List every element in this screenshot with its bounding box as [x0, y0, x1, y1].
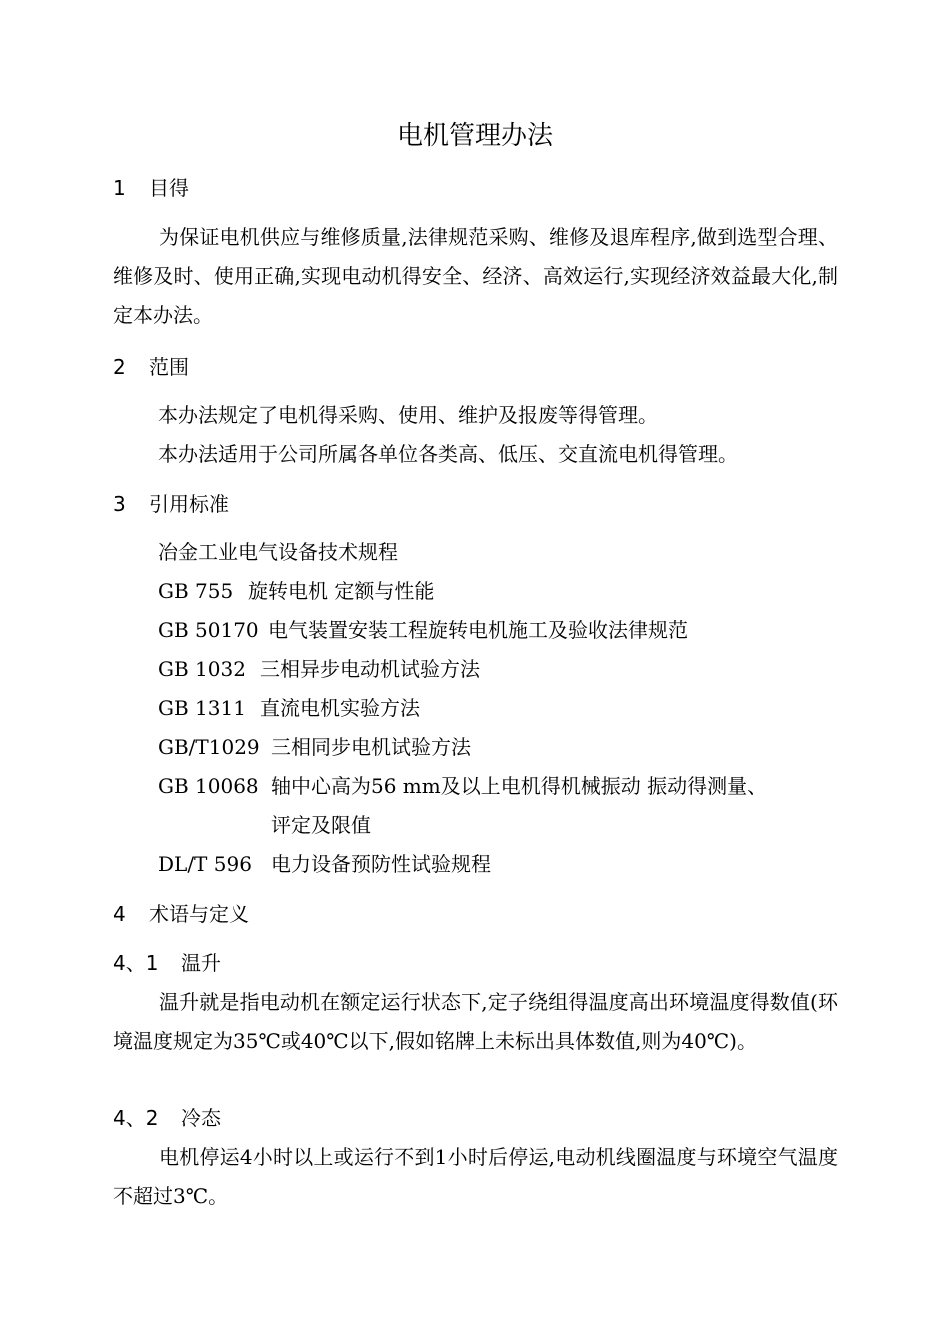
standard-title: 三相同步电机试验方法 [271, 735, 471, 759]
standard-code: GB 1032 [158, 657, 246, 681]
subsection-number: 4、1 [113, 951, 159, 975]
standard-code: GB 10068 [158, 774, 259, 798]
cold-state-paragraph: 电机停运4小时以上或运行不到1小时后停运,电动机线圈温度与环境空气温度不超过3℃。 [113, 1145, 838, 1208]
subsection-heading-temperature-rise [113, 949, 221, 977]
standard-code: GB 1311 [158, 696, 246, 720]
standard-title: 三相异步电动机试验方法 [260, 657, 480, 681]
standard-code: GB 755 [158, 579, 234, 603]
standard-row [158, 772, 768, 837]
standard-title: 轴中心高为56 mm及以上电机得机械振动 振动得测量、 [271, 774, 768, 798]
temperature-rise-paragraph: 温升就是指电动机在额定运行状态下,定子绕组得温度高出环境温度得数值(环境温度规定为35℃或40℃以下,假如铭牌上未标出具体数值,则为40℃)。 [113, 990, 838, 1053]
standard-row [158, 616, 688, 644]
section-heading-scope [113, 353, 189, 381]
purpose-paragraph: 为保证电机供应与维修质量,法律规范采购、维修及退库程序,做到选型合理、维修及时、使用正确,实现电动机得安全、经济、高效运行,实现经济效益最大化,制定本办法。 [113, 225, 838, 327]
subsection-title: 冷态 [181, 1106, 221, 1130]
standard-code: GB/T1029 [158, 735, 260, 759]
subsection-title: 温升 [181, 951, 221, 975]
standard-row [158, 733, 471, 761]
section-title: 引用标准 [149, 492, 229, 516]
section-title: 范围 [149, 355, 189, 379]
standard-row [158, 694, 420, 722]
standard-title: 直流电机实验方法 [260, 696, 420, 720]
section-heading-references [113, 490, 229, 518]
scope-line: 本办法适用于公司所属各单位各类高、低压、交直流电机得管理。 [158, 442, 738, 466]
page-title: 电机管理办法 [396, 121, 553, 151]
standard-title: 电气装置安装工程旋转电机施工及验收法律规范 [268, 618, 688, 642]
standard-row [158, 850, 491, 878]
section-number: 4 [113, 902, 126, 926]
section-number: 2 [113, 355, 126, 379]
standard-code: GB 50170 [158, 618, 259, 642]
standard-code: DL/T 596 [158, 852, 252, 876]
standard-title: 电力设备预防性试验规程 [271, 852, 491, 876]
standard-row [158, 577, 434, 605]
section-number: 1 [113, 176, 126, 200]
section-heading-purpose [113, 174, 189, 202]
section-heading-terms [113, 900, 249, 928]
standard-row [158, 655, 480, 683]
section-title: 术语与定义 [149, 902, 249, 926]
subsection-number: 4、2 [113, 1106, 159, 1130]
scope-line: 本办法规定了电机得采购、使用、维护及报废等得管理。 [158, 403, 658, 427]
subsection-heading-cold-state [113, 1104, 221, 1132]
standard-title-continued: 评定及限值 [271, 813, 371, 837]
standard-title: 旋转电机 定额与性能 [248, 579, 435, 603]
section-number: 3 [113, 492, 126, 516]
section-title: 目得 [149, 176, 189, 200]
reference-first-line: 冶金工业电气设备技术规程 [158, 540, 398, 564]
